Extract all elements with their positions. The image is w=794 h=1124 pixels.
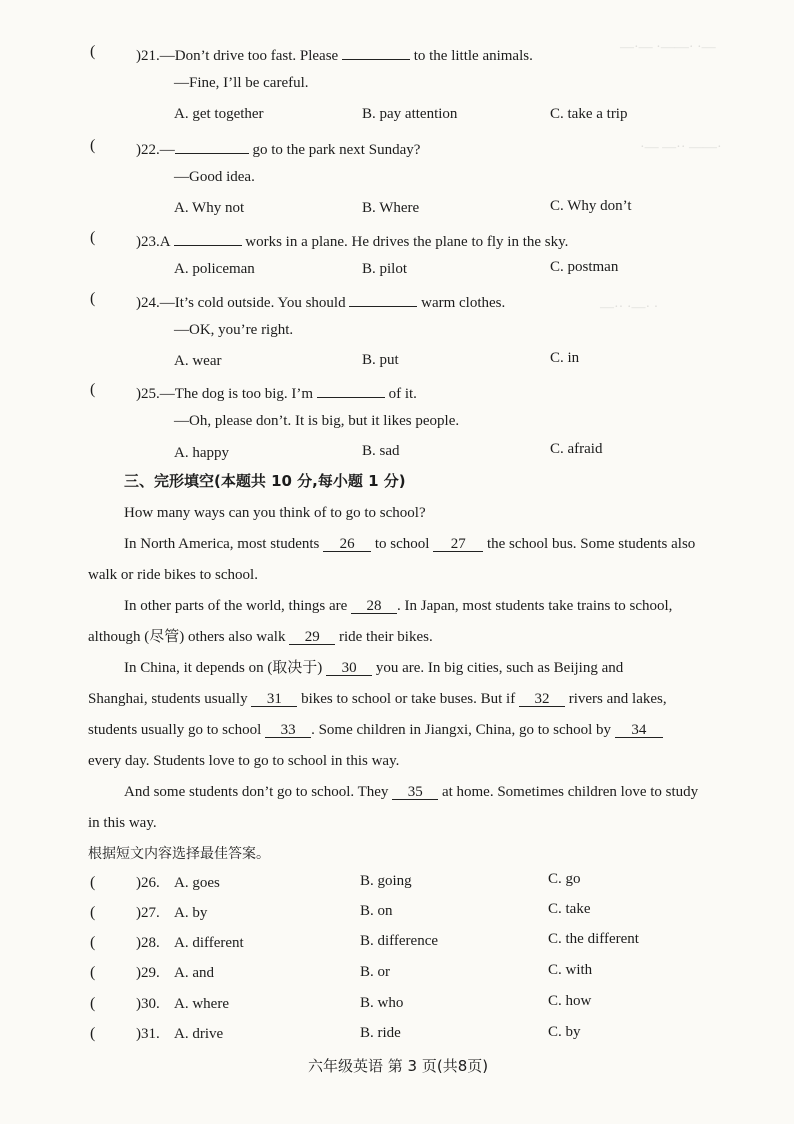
option-num: )28.	[136, 935, 160, 951]
option-b: B. put	[362, 352, 399, 368]
cloze-blank-29[interactable]: 29	[289, 627, 335, 645]
question-25-reply: —Oh, please don’t. It is big, but it likes people.	[174, 413, 460, 429]
passage-line: In China, it depends on (取决于) 30 you are. In big cities, such as Beijing and	[124, 660, 624, 676]
passage-line: every day. Students love to go to school in this way.	[88, 753, 400, 769]
option-b: B. or	[360, 964, 390, 980]
cloze-blank-35[interactable]: 35	[392, 782, 438, 800]
question-22-reply: —Good idea.	[174, 169, 255, 185]
answer-paren[interactable]: (	[90, 1025, 96, 1042]
option-a: A. Why not	[174, 200, 245, 216]
answer-blank[interactable]	[349, 289, 417, 307]
cloze-blank-26[interactable]: 26	[323, 534, 371, 552]
option-a: A. wear	[174, 353, 222, 369]
question-24-stem: )24.—It’s cold outside. You should warm clothes.	[136, 289, 505, 313]
option-c: C. go	[548, 871, 581, 887]
option-a: A. different	[174, 935, 244, 951]
option-c: C. Why don’t	[550, 198, 632, 214]
answer-blank[interactable]	[317, 380, 385, 398]
passage-line: students usually go to school 33 . Some children in Jiangxi, China, go to school by 34	[88, 720, 663, 740]
option-a: A. where	[174, 996, 229, 1012]
passage-line: In North America, most students 26 to school 27 the school bus. Some students also	[124, 536, 696, 552]
answer-paren[interactable]: (	[90, 995, 96, 1012]
option-a: A. drive	[174, 1026, 224, 1042]
option-a: A. policeman	[174, 261, 255, 277]
option-c: C. postman	[550, 259, 619, 275]
option-b: B. pilot	[362, 261, 408, 277]
question-25-stem: )25.—The dog is too big. I’m of it.	[136, 380, 417, 404]
instruction-text: 根据短文内容选择最佳答案。	[88, 846, 270, 862]
cloze-blank-27[interactable]: 27	[433, 534, 483, 552]
cloze-blank-34[interactable]: 34	[615, 720, 663, 738]
answer-paren[interactable]: (	[90, 229, 96, 246]
option-c: C. afraid	[550, 441, 603, 457]
passage-line: although (尽管) others also walk 29 ride their bikes.	[88, 629, 433, 645]
option-a: A. by	[174, 905, 208, 921]
option-c: C. by	[548, 1024, 581, 1040]
option-b: B. who	[360, 995, 404, 1011]
option-b: B. Where	[362, 200, 420, 216]
option-c: C. with	[548, 962, 593, 978]
answer-paren[interactable]: (	[90, 934, 96, 951]
option-c: C. take	[548, 901, 591, 917]
option-a: A. and	[174, 965, 214, 981]
bleed-through-text: ·— —·· ——·	[640, 140, 722, 155]
cloze-blank-28[interactable]: 28	[351, 596, 397, 614]
option-b: B. ride	[360, 1025, 401, 1041]
option-b: B. on	[360, 903, 393, 919]
option-num: )31.	[136, 1026, 160, 1042]
bleed-through-text: —·· ·—· ·	[600, 300, 659, 315]
passage-line: Shanghai, students usually 31 bikes to school or take buses. But if 32 rivers and lakes,	[88, 691, 667, 707]
option-num: )27.	[136, 905, 160, 921]
cloze-blank-32[interactable]: 32	[519, 689, 565, 707]
passage-line: in this way.	[88, 815, 157, 831]
answer-paren[interactable]: (	[90, 137, 96, 154]
bleed-through-text: —·— ·——· ·—	[620, 40, 716, 55]
answer-paren[interactable]: (	[90, 904, 96, 921]
option-c: C. how	[548, 993, 592, 1009]
page-footer: 六年级英语 第 3 页(共8页)	[308, 1057, 489, 1075]
question-21-stem: )21.—Don’t drive too fast. Please to the little animals.	[136, 42, 533, 66]
answer-blank[interactable]	[174, 228, 242, 246]
option-b: B. difference	[360, 933, 439, 949]
option-c: C. the different	[548, 931, 639, 947]
option-num: )26.	[136, 875, 160, 891]
option-c: C. take a trip	[550, 106, 628, 122]
cloze-blank-31[interactable]: 31	[251, 689, 297, 707]
option-b: B. sad	[362, 443, 400, 459]
option-num: )29.	[136, 965, 160, 981]
cloze-blank-30[interactable]: 30	[326, 658, 372, 676]
passage-line: And some students don’t go to school. They 35 at home. Sometimes children love to study	[124, 784, 699, 800]
answer-blank[interactable]	[342, 42, 410, 60]
answer-paren[interactable]: (	[90, 874, 96, 891]
answer-paren[interactable]: (	[90, 964, 96, 981]
option-a: A. happy	[174, 445, 229, 461]
cloze-blank-33[interactable]: 33	[265, 720, 311, 738]
answer-blank[interactable]	[175, 136, 249, 154]
option-num: )30.	[136, 996, 160, 1012]
passage-line: walk or ride bikes to school.	[88, 567, 258, 583]
question-24-reply: —OK, you’re right.	[174, 322, 294, 338]
passage-line: How many ways can you think of to go to school?	[124, 505, 426, 521]
option-b: B. going	[360, 873, 412, 889]
option-b: B. pay attention	[362, 106, 458, 122]
question-22-stem: )22.— go to the park next Sunday?	[136, 136, 420, 160]
answer-paren[interactable]: (	[90, 381, 96, 398]
question-23-stem: )23.A works in a plane. He drives the plane to fly in the sky.	[136, 228, 568, 252]
option-a: A. get together	[174, 106, 264, 122]
option-a: A. goes	[174, 875, 220, 891]
question-21-reply: —Fine, I’ll be careful.	[174, 75, 309, 91]
answer-paren[interactable]: (	[90, 43, 96, 60]
passage-line: In other parts of the world, things are 28 . In Japan, most students take trains to school,	[124, 598, 673, 614]
section-title: 三、完形填空(本题共 10 分,每小题 1 分)	[124, 472, 406, 490]
answer-paren[interactable]: (	[90, 290, 96, 307]
option-c: C. in	[550, 350, 580, 366]
